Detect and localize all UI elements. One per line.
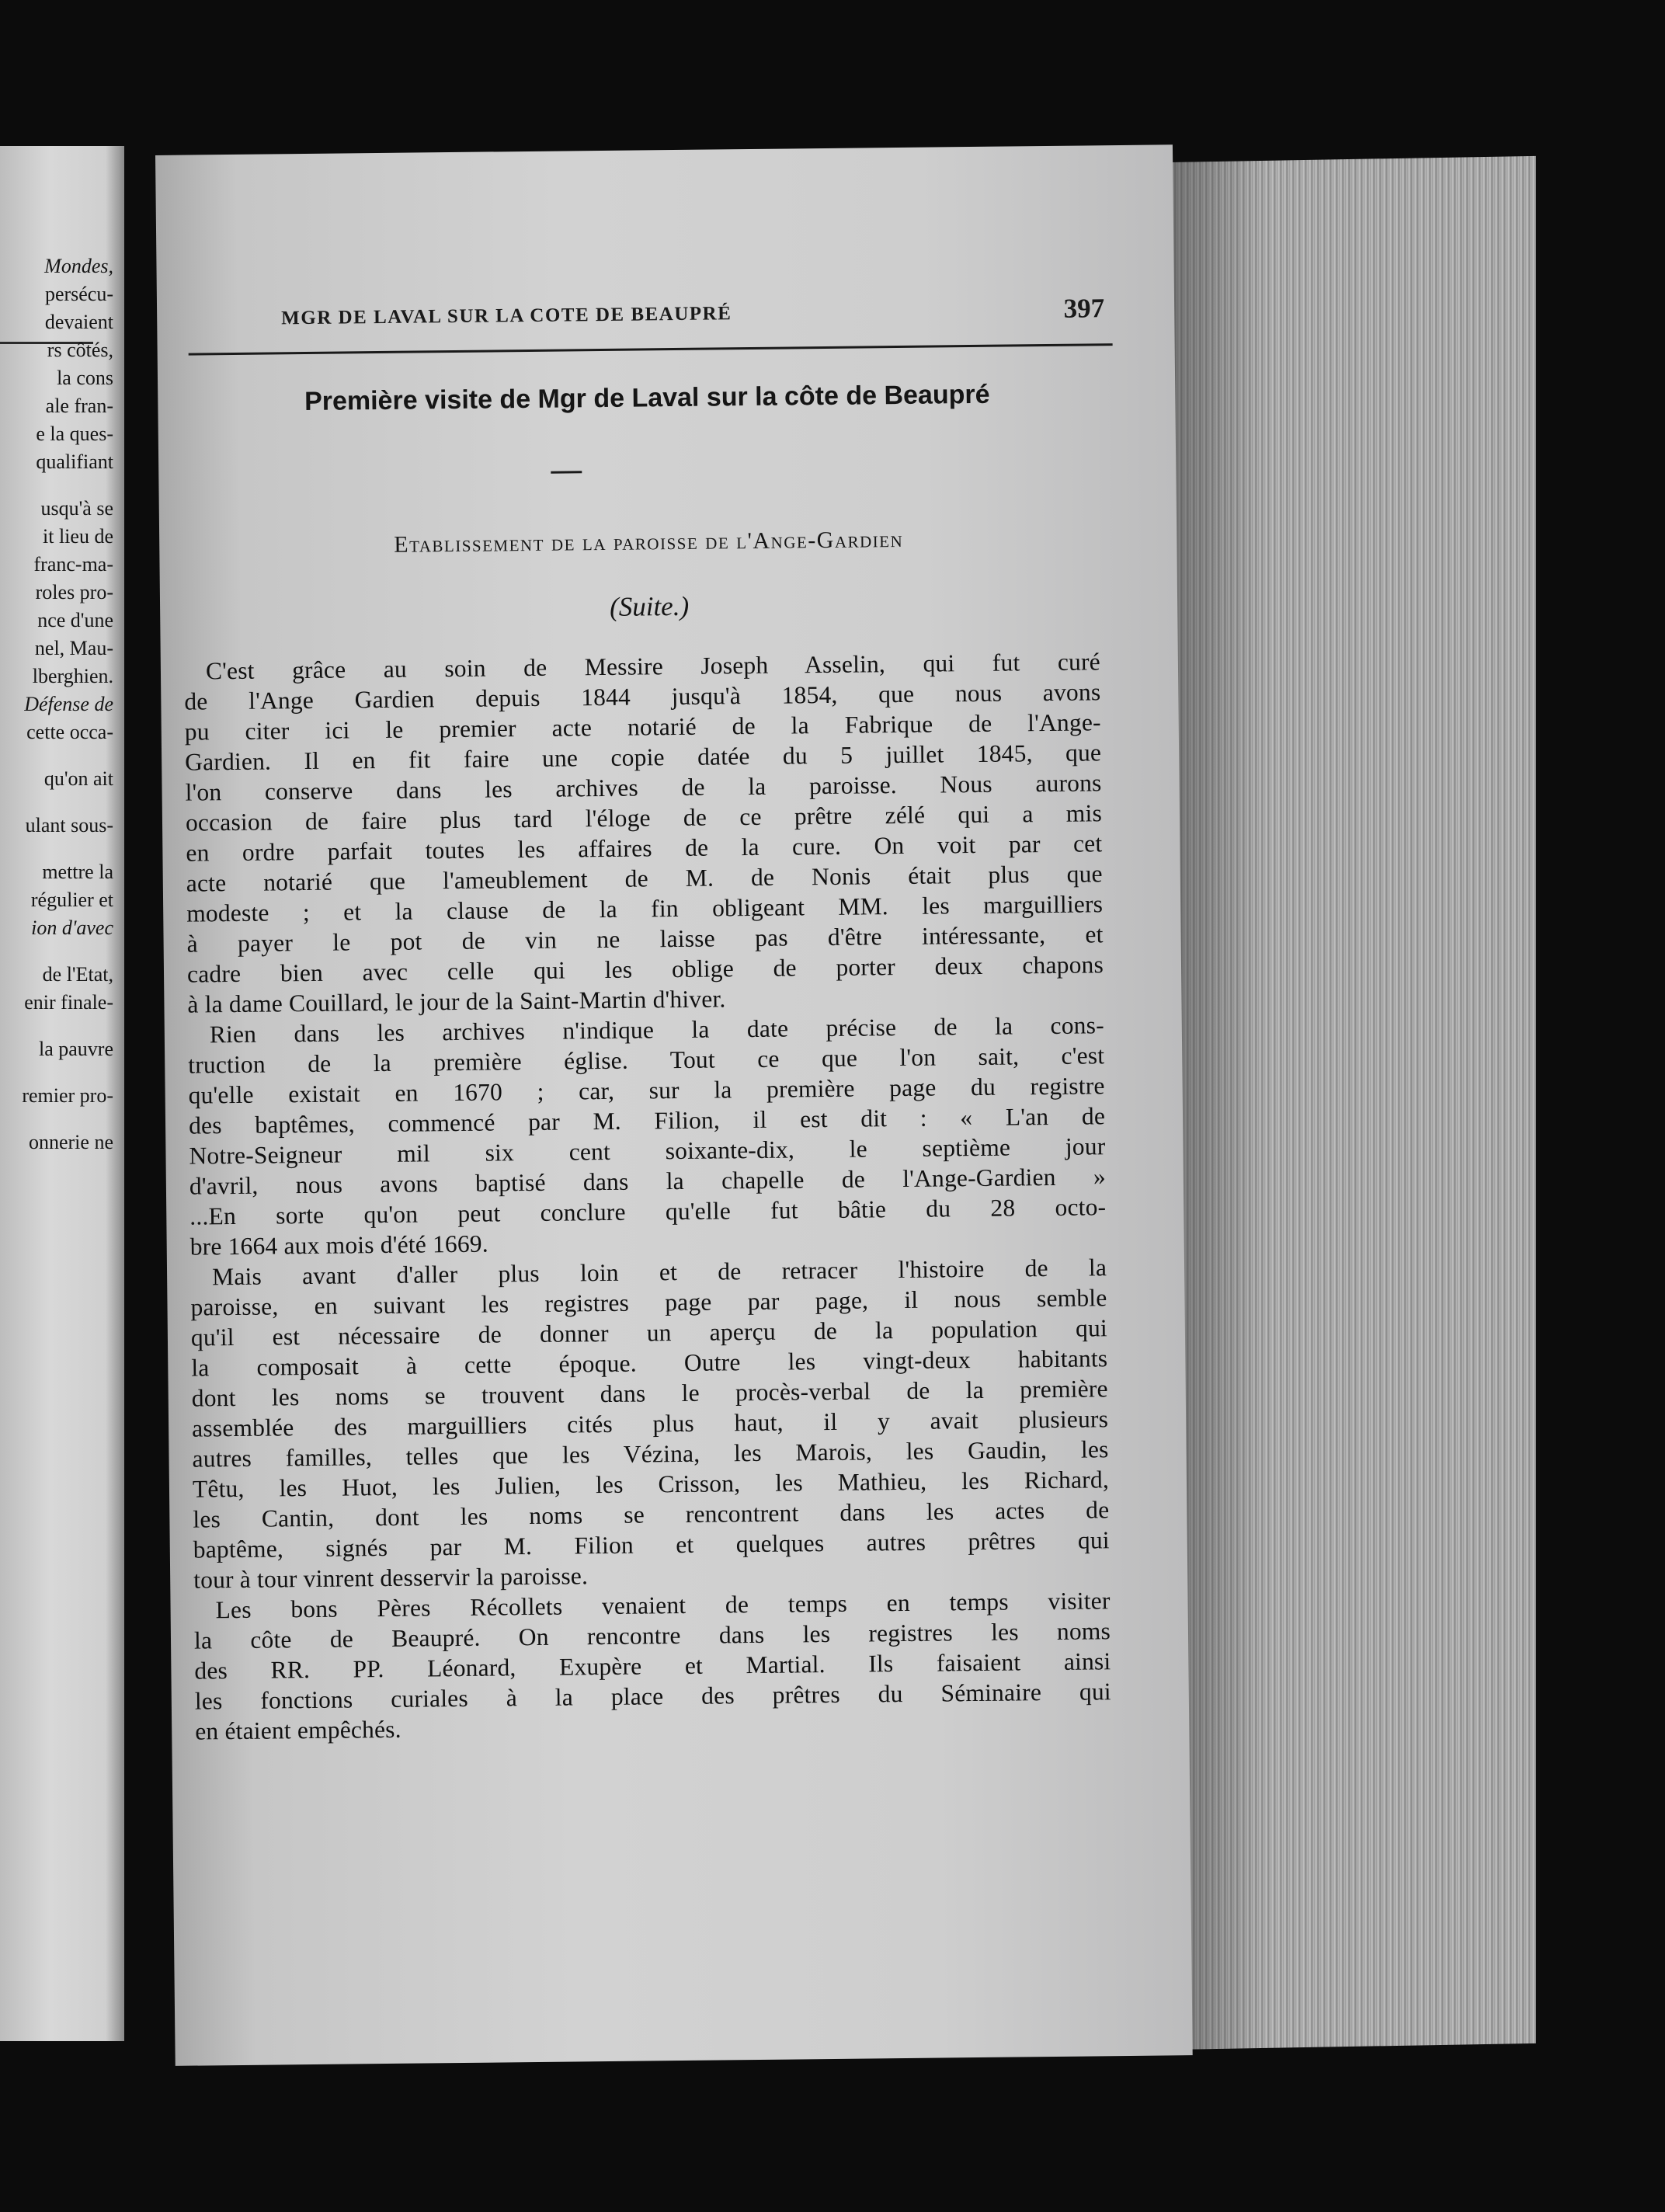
book-page-edges <box>1165 156 1536 2050</box>
left-page-line: la cons <box>57 367 113 389</box>
left-page-line: usqu'à se <box>40 497 113 520</box>
text-line: Rien dans les archives n'indique la date précise de la cons- <box>209 1011 1104 1049</box>
left-page-line: rs côtés, <box>47 339 113 361</box>
left-page-line: régulier et <box>30 889 113 911</box>
text-line: occasion de faire plus tard l'éloge de ce prêtre zélé qui a mis <box>185 799 1103 836</box>
text-line: bre 1664 aux mois d'été 1669. <box>189 1229 489 1261</box>
left-page-line: roles pro- <box>35 581 113 603</box>
left-page-line: de l'Etat, <box>42 963 113 986</box>
text-line: cadre bien avec celle qui les oblige de porter deux chapons <box>186 951 1104 988</box>
text-line: ...En sorte qu'on peut conclure qu'elle fut bâtie du 28 octo- <box>189 1193 1107 1230</box>
text-line: Notre-Seigneur mil six cent soixante-dix, le septième jour <box>189 1132 1106 1170</box>
article-paragraph <box>188 1010 1107 1261</box>
page-number: 397 <box>1063 293 1105 324</box>
left-page-line: qualifiant <box>36 450 113 473</box>
left-page-line: mettre la <box>42 861 113 883</box>
text-line: Têtu, les Huot, les Julien, les Crisson, les Mathieu, les Richard, <box>192 1466 1110 1503</box>
text-line: modeste ; et la clause de la fin obligeant MM. les marguilliers <box>186 890 1104 927</box>
title-separator-dash <box>551 471 582 473</box>
left-page-line: e la ques- <box>36 423 113 445</box>
left-page-line: qu'on ait <box>43 767 113 790</box>
text-line: qu'elle existait en 1670 ; car, sur la première page du registre <box>188 1072 1105 1109</box>
text-line: les Cantin, dont les noms se rencontrent dans les actes de <box>193 1496 1110 1533</box>
left-page-line: la pauvre <box>38 1038 113 1060</box>
article-paragraph <box>190 1252 1110 1595</box>
text-line: d'avril, nous avons baptisé dans la chapelle de l'Ange-Gardien » <box>189 1163 1107 1200</box>
section-title: Etablissement de la paroisse de l'Ange-Gardien <box>394 526 904 558</box>
book-page <box>155 144 1193 2066</box>
article-title: Première visite de Mgr de Laval sur la côte de Beaupré <box>304 379 990 417</box>
text-line: des baptêmes, commencé par M. Filion, il est dit : « L'an de <box>188 1102 1106 1139</box>
text-line: C'est grâce au soin de Messire Joseph Asselin, qui fut curé <box>205 648 1101 685</box>
article-body <box>184 646 1112 1746</box>
left-page-line: nel, Mau- <box>34 637 113 659</box>
text-line: à la dame Couillard, le jour de la Saint-Martin d'hiver. <box>187 985 726 1018</box>
article-paragraph <box>193 1585 1111 1746</box>
text-line: des RR. PP. Léonard, Exupère et Martial. Ils faisaient ainsi <box>194 1647 1111 1685</box>
text-line: baptême, signés par M. Filion et quelques autres prêtres qui <box>193 1526 1110 1563</box>
text-line: assemblée des marguilliers cités plus haut, il y avait plusieurs <box>191 1405 1109 1442</box>
left-page-line: remier pro- <box>22 1084 113 1107</box>
text-line: acte notarié que l'ameublement de M. de Nonis était plus que <box>186 860 1103 897</box>
text-line: Mais avant d'aller plus loin et de retracer l'histoire de la <box>211 1254 1107 1291</box>
left-page-line: cette occa- <box>26 721 113 743</box>
left-page-line: lberghien. <box>32 665 113 687</box>
text-line: pu citer ici le premier acte notarié de la Fabrique de l'Ange- <box>184 708 1101 746</box>
running-title: MGR DE LAVAL SUR LA COTE DE BEAUPRÉ <box>281 303 732 329</box>
text-line: à payer le pot de vin ne laisse pas d'être intéressante, et <box>186 920 1104 958</box>
text-line: en ordre parfait toutes les affaires de la cure. On voit par cet <box>186 830 1103 867</box>
text-line: Les bons Pères Récollets venaient de temps en temps visiter <box>215 1587 1111 1624</box>
text-line: l'on conserve dans les archives de la paroisse. Nous aurons <box>185 769 1102 806</box>
text-line: paroisse, en suivant les registres page par page, il nous semble <box>190 1284 1107 1321</box>
text-line: tour à tour vinrent desservir la paroisse. <box>193 1562 589 1594</box>
text-line: la côte de Beaupré. On rencontre dans les registres les noms <box>193 1617 1111 1654</box>
text-line: truction de la première église. Tout ce que l'on sait, c'est <box>188 1042 1105 1079</box>
adjacent-left-page <box>0 146 124 2041</box>
left-page-line: onnerie ne <box>28 1131 113 1153</box>
left-page-line: Mondes, <box>44 255 113 277</box>
left-page-line: franc-ma- <box>33 553 113 576</box>
text-line: la composait à cette époque. Outre les vingt-deux habitants <box>191 1344 1108 1382</box>
text-line: qu'il est nécessaire de donner un aperçu de la population qui <box>190 1314 1108 1351</box>
left-page-line: it lieu de <box>43 525 113 548</box>
text-line: en étaient empêchés. <box>195 1715 401 1745</box>
article-paragraph <box>184 646 1104 1019</box>
text-line: dont les noms se trouvent dans le procès-verbal de la première <box>191 1375 1108 1412</box>
left-page-line: ion d'avec <box>31 916 113 939</box>
left-page-line: enir finale- <box>24 991 113 1014</box>
text-line: les fonctions curiales à la place des prêtres du Séminaire qui <box>194 1678 1111 1715</box>
running-head <box>281 291 1105 346</box>
text-line: de l'Ange Gardien depuis 1844 jusqu'à 1854, que nous avons <box>184 678 1101 715</box>
text-line: Gardien. Il en fit faire une copie datée du 5 juillet 1845, que <box>184 739 1102 776</box>
left-page-line: Défense de <box>24 693 113 715</box>
left-page-line: ulant sous- <box>25 814 113 836</box>
left-page-line: nce d'une <box>37 609 113 631</box>
continuation-note: (Suite.) <box>609 590 690 622</box>
left-page-line: devaient <box>44 311 113 333</box>
left-page-line: persécu- <box>44 283 113 305</box>
left-page-line: ale fran- <box>45 395 113 417</box>
text-line: autres familles, telles que les Vézina, les Marois, les Gaudin, les <box>192 1435 1109 1473</box>
